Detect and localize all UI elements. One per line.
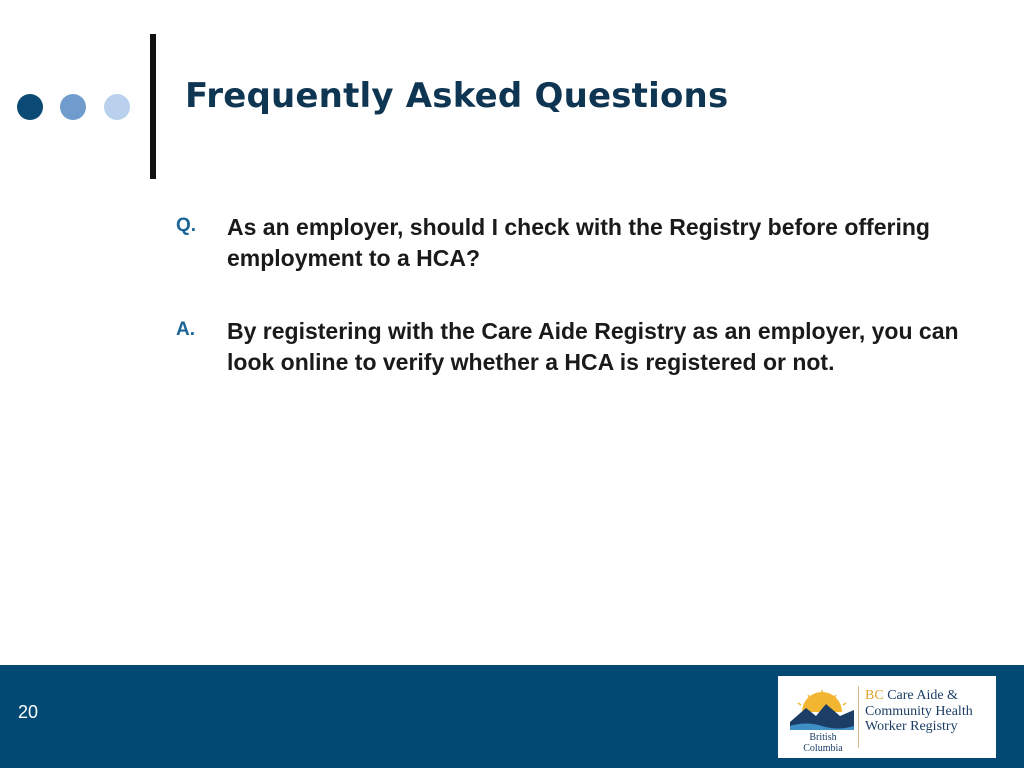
bc-gov-wordmark: British Columbia [803,732,843,754]
question-block [176,212,966,274]
registry-prefix: BC [865,688,884,703]
decor-dot-light [104,94,130,120]
answer-text: By registering with the Care Aide Registry as an employer, you can look online to verify whether a HCA is registered or not. [227,318,959,375]
logo-divider [858,686,859,748]
question-label: Q. [176,215,197,236]
footer-bar [0,665,1024,768]
answer-label: A. [176,319,195,340]
decor-dot-dark [17,94,43,120]
title-divider-bar [150,34,156,179]
registry-line-3: Worker Registry [865,719,958,734]
bc-sun-mountain-icon [790,690,854,730]
registry-logo [778,676,996,758]
answer-block [176,316,966,378]
registry-wordmark [865,688,973,735]
registry-line-1: Care Aide & [887,688,958,703]
page-number: 20 [18,702,39,722]
question-text: As an employer, should I check with the Registry before offering employment to a HCA? [227,214,930,271]
decor-dot-mid [60,94,86,120]
registry-line-2: Community Health [865,703,973,719]
slide-title: Frequently Asked Questions [185,76,729,116]
